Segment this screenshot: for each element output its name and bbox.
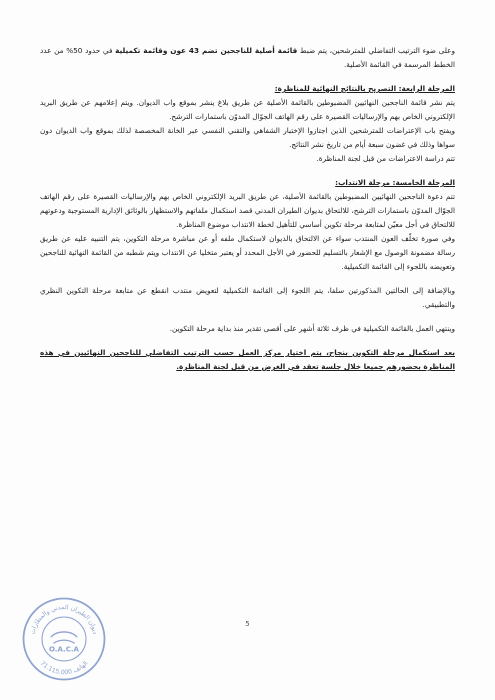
- section-4-paragraph-1: يتم نشر قائمة الناجحين النهائيين المضبوطين بالقائمة الأصلية عن طريق بلاغ ينشر بموقع واب الديوان. ويتم إعلامهم عن طريق البريد الإلكتروني الخاص بهم والإرساليات القصيرة على رقم الهاتف الجوّال المدوّن باستمارات الترشح.: [40, 98, 455, 121]
- section-5-paragraph-2: وفي صورة تخلّف العون المنتدب سواء عن الالتحاق بالديوان لاستكمال ملفه أو عن مباشرة مرحلة التكوين، يتم التنبيه عليه عن طريق رسالة مضمونة الوصول مع الإشعار بالتسليم للحضور في الأجل المحدد أو يعتبر متخليا عن الانتداب ويتم شطبه من القائمة النهائية للناجحين وتعويضه باللجوء إلى القائمة التكميلية.: [40, 234, 455, 271]
- stamp-bottom-text: 71.115.000 الهاتف: [38, 659, 90, 677]
- document-body: [40, 44, 455, 374]
- section-4-paragraph-2: ويفتح باب الإعتراضات للمترشحين الذين اجتازوا الإختبار الشفاهي والتقني النفسي عبر الخانة المخصصة لذلك بموقع واب الديوان دون سواها وذلك في غضون سبعة أيام من تاريخ نشر النتائج.: [40, 126, 455, 149]
- intro-bold-text: قائمة أصلية للناجحين تضم 43 عون وقائمة تكميلية: [115, 46, 298, 55]
- additional-paragraph: وبالإضافة إلى الحالتين المذكورتين سلفا، يتم اللجوء إلى القائمة التكميلية لتعويض منتدب انقطع عن متابعة مرحلة التكوين النظري والتطبيقي.: [40, 286, 455, 309]
- section-4-paragraph-3: تتم دراسة الاعتراضات من قبل لجنة المناظرة.: [316, 154, 455, 163]
- page-number: 5: [245, 620, 250, 628]
- oaca-stamp: [20, 595, 108, 683]
- intro-paragraph: [40, 44, 455, 72]
- end-paragraph: وينتهي العمل بالقائمة التكميلية في ظرف ثلاثة أشهر على أقصى تقدير منذ بداية مرحلة التكوين.: [169, 324, 455, 333]
- section-5-paragraph-1: تتم دعوة الناجحين النهائيين المضبوطين بالقائمة الأصلية، عن طريق البريد الإلكتروني الخاص بهم والإرساليات القصيرة على رقم الهاتف الجوّال المدوّن باستمارات الترشح، للالتحاق بديوان الطيران المدني قصد استكمال ملفاتهم والاستظهار بالوثائق الإدارية المستوجبة ودعوتهم للالتحاق في أجل معيّن لمتابعة مرحلة تكوين أساسي للتأهيل لخطة الانتداب موضوع المناظرة.: [40, 192, 455, 229]
- final-paragraph: بعد استكمال مرحلة التكوين بنجاح، يتم اختيار مركز العمل حسب الترتيب التفاضلي للناجحين النهائيين في هذه المناظرة بحضورهم جميعا خلال جلسة تعقد في الغرض من قبل لجنة المناظرة.: [40, 348, 455, 371]
- intro-text: وعلى ضوء الترتيب التفاضلي للمترشحين، يتم ضبط: [297, 46, 455, 55]
- section-5-title: المرحلة الخامسة: مرحلة الانتداب:: [335, 178, 455, 187]
- intro-text-end: في حدود 50% من عدد الخطط المرسمة في القائمة الأصلية.: [40, 46, 455, 69]
- section-4-title: المرحلة الرابعة: التصريح بالنتائج النهائية للمناظرة:: [274, 84, 455, 93]
- stamp-wing-icon: [51, 632, 77, 643]
- stamp-top-text: ديوان الطيران المدني والمطارات: [29, 604, 99, 636]
- stamp-acronym: O.A.C.A: [48, 644, 80, 654]
